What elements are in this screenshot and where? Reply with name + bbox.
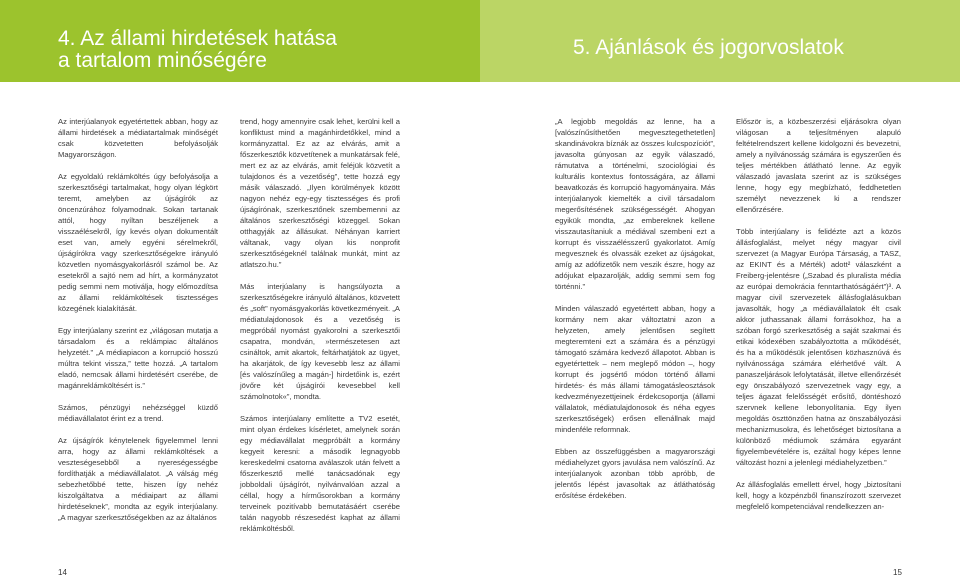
paragraph: Először is, a közbeszerzési eljárásokra olyan világosan a teljesítményen alapuló feltételrendszert kellene kidolgozni és bevezetni, amely a nyilvánosság számára is egyszerűen és teljes mértékben átlátható lenne. Az egyik válaszadó javaslata szerint az is szükséges lenne, hogy egy megbízható, feddhetetlen személyt nevezzenek ki a rendszer ellenőrzésére. [736, 117, 901, 214]
chapter-4-title [58, 28, 337, 72]
page-number-right: 15 [893, 568, 902, 577]
paragraph: Az állásfoglalás emellett érvel, hogy „biztosítani kell, hogy a közpénzből finanszírozott szervezet megfelelő kompetenciával rendelkezzen an- [736, 480, 901, 511]
chapter-4-title-line2: a tartalom minőségére [58, 49, 267, 72]
paragraph: Az egyoldalú reklámköltés úgy befolyásolja a szerkesztőségi tartalmakat, hogy olyan légkört teremt, amelyben az újságírók az öncenzúrához folyamodnak. Sokan tartanak attól, hogy nyíltan beszéljenek a visszaélésekről, így kevés olyan dokumentált eset van, amely egyéni sérelmekről, újságírókra vagy szerkesztőségekre irányuló közvetlen nyomásgyakorlásról számol be. Az esetekről a sajtó nem ad hírt, a kormányzatot pedig semmi nem motiválja, hogy előmozdítsa az állami reklámköltések tisztességes közegének kialakítását. [58, 172, 218, 313]
paragraph: Több interjúalany is felidézte azt a közös állásfoglalást, melyet négy magyar civil szervezet (a Magyar Európa Társaság, a TASZ, az EKINT és a Mérték) adott² válaszként a Freiberg-jelentésre („Szabad és pluralista média az európai demokrácia fenntarthatóságáért”)³. A magyar civil szervezetek állásfoglalásukban javasolták, hogy „a médiavállalatok élt csak akkor juthassanak állami forrásokhoz, ha a szóban forgó szerkesztőség a saját szakmai és etikai kódexében szabályoztotta a működését, és ha a működésük jelentősen közhasznúvá és nyilvánossága számára elérhetővé vált. A panaszeljárások lefolytatását, illetve ellenőrzését egy önszabályozó szervezetnek vagy egy, a teljes ágazat felelősségét erősítő, döntéshozó szervnek kellene lebonyolítania. Egy ilyen megoldás öszttönzően hatna az önszabályozási mechanizmusokra, és lehetőséget biztosítana a különböző médiumok számára egyaránt figyelembevételére is, ezáltal hogy képes lenne változást hozni a jelenlegi médiahelyzetben.” [736, 227, 901, 467]
page-number-left: 14 [58, 568, 67, 577]
right-title-banner [480, 0, 960, 82]
paragraph: Az újságírók kénytelenek figyelemmel lenni arra, hogy az állami reklámköltések a veszteségesebből a nyereségességbe fordíthatják a médiavállalatot. „A válság még sebezhetőbbé tette, hiszen így nehéz kiszolgáltatva a médiaipart az állami hirdetéseknek”, mondta az egyik interjúalany. „A magyar szerkesztőségekben az az általános [58, 436, 218, 522]
paragraph: Az interjúalanyok egyetértettek abban, hogy az állami hirdetések a médiatartalmak minőségét csak közvetetten befolyásolják Magyarországon. [58, 117, 218, 159]
left-page-column-1 [58, 116, 218, 534]
paragraph: Minden válaszadó egyetértett abban, hogy a kormány nem akar változtatni azon a helyzeten, amely jelentősen segített megteremteni ezt a számára és a pénzügyi támogató számára kedvező állapotot. Abban is egyetértettek – nem meglepő módon –, hogy korrupt és jogsértő módon történő állami hirdetés- és más állami támogatásleosztások kedvezményezettjeinek érdekcsoportja (állami vállalatok, médiatulajdonosok és néha egyes szerkesztőségek) erősen ellenállnak majd mindenféle reformnak. [555, 304, 715, 434]
paragraph: Számos, pénzügyi nehézséggel küzdő médiavállalatot érint ez a trend. [58, 403, 218, 423]
chapter-4-title-line1: 4. Az állami hirdetések hatása [58, 27, 337, 50]
right-page-column-2 [736, 116, 901, 523]
paragraph: Más interjúalany is hangsúlyozta a szerkesztőségekre irányuló általános, közvetett és „soft” nyomásgyakorlás következményeit. „A médiatulajdonosok és a vezetőség is megpróbál nyomást gyakorolni a szerkesztői csapatra, mondván, »természetesen azt csináltok, amit akartok, feltárhatjátok az ügyet, ha akarjátok, de így kevesebb lesz az állami [és valószínűleg a magán-] hirdetőink is, ezért jövőre két újságírói kevesebbel kell számolnotok«”, mondta. [240, 282, 400, 401]
right-page-column-1 [555, 116, 715, 512]
paragraph: Ebben az összefüggésben a magyarországi médiahelyzet gyors javulása nem valószínű. Az interjúalanyok azonban több apróbb, de jelentős lépést javasoltak az átláthatóság erősítése érdekében. [555, 447, 715, 500]
left-title-banner [0, 0, 480, 82]
paragraph: trend, hogy amennyire csak lehet, kerülni kell a konfliktust mind a magánhirdetőkkel, mind a kormányzattal. Ez az az elvárás, amit a főszerkesztők közvetítenek a munkatársak felé, mert ez az az elvárás, amit feléjük közvetít a tulajdonos és a vezetőség”, tette hozzá egy másik válaszadó. „Ilyen körülmények között nagyon nehéz egy-egy tisztességes és profi újságírónak, szerkesztőnek szembemenni az általános szerkesztőségi közeggel. Sokan otthagyják az állásukat. Néhányan karriert váltanak, vagy olyan kis nonprofit szerkesztőségeknél találnak munkát, mint az atlatszo.hu.” [240, 117, 400, 269]
left-page-column-2 [240, 116, 400, 545]
chapter-5-title: 5. Ajánlások és jogorvoslatok [573, 36, 844, 59]
paragraph: Számos interjúalany említette a TV2 esetét, mint olyan érdekes kísérletet, amelynek során egy médiavállalat megpróbált a kormány kegyeit keresni: a második legnagyobb kereskedelmi csatorna aválaszok után felvett a főszerkesztő mellé tanácsadónak egy jobboldali újságírót, nyilvánvalóan azzal a céllal, hogy a hírműsorokban a kormány terveinek pozitívabb bemutatásáért cserébe talán nagyobb részesedést kaphat az állami reklámköltésből. [240, 414, 400, 533]
paragraph: „A legjobb megoldás az lenne, ha a [valószínűsíthetően megvesztegethetetlen] skandinávokra bíznák az összes kulcspozíciót”, javasolta gúnyosan az egyik válaszadó, rámutatva a történelmi, szociológiai és kulturális kontextus fontosságára, az állami beavatkozás és korrupció hagyományaira. Más interjúalanyok kiemelték a civil társadalom megerősítésének szükségességét. Ahogyan egyikük mondta, „az embereknek kellene visszautasítaniuk a médiával szembeni ezt a korrupt és visszaélésszerű gyakorlatot. Amíg megvesznek és olvassák ezeket az újságokat, amíg az adófizetők nem veszik észre, hogy az adójukat elpazarolják, addig semmi sem fog történni.” [555, 117, 715, 291]
paragraph: Egy interjúalany szerint ez „világosan mutatja a társadalom és a reklámpiac általános helyzetét.” „A médiapiacon a korrupció hosszú múltra tekint vissza,” tette hozzá. „A tartalom eladó, nemcsak állami hirdetésért cserébe, de magánreklámköltésért is.” [58, 326, 218, 390]
